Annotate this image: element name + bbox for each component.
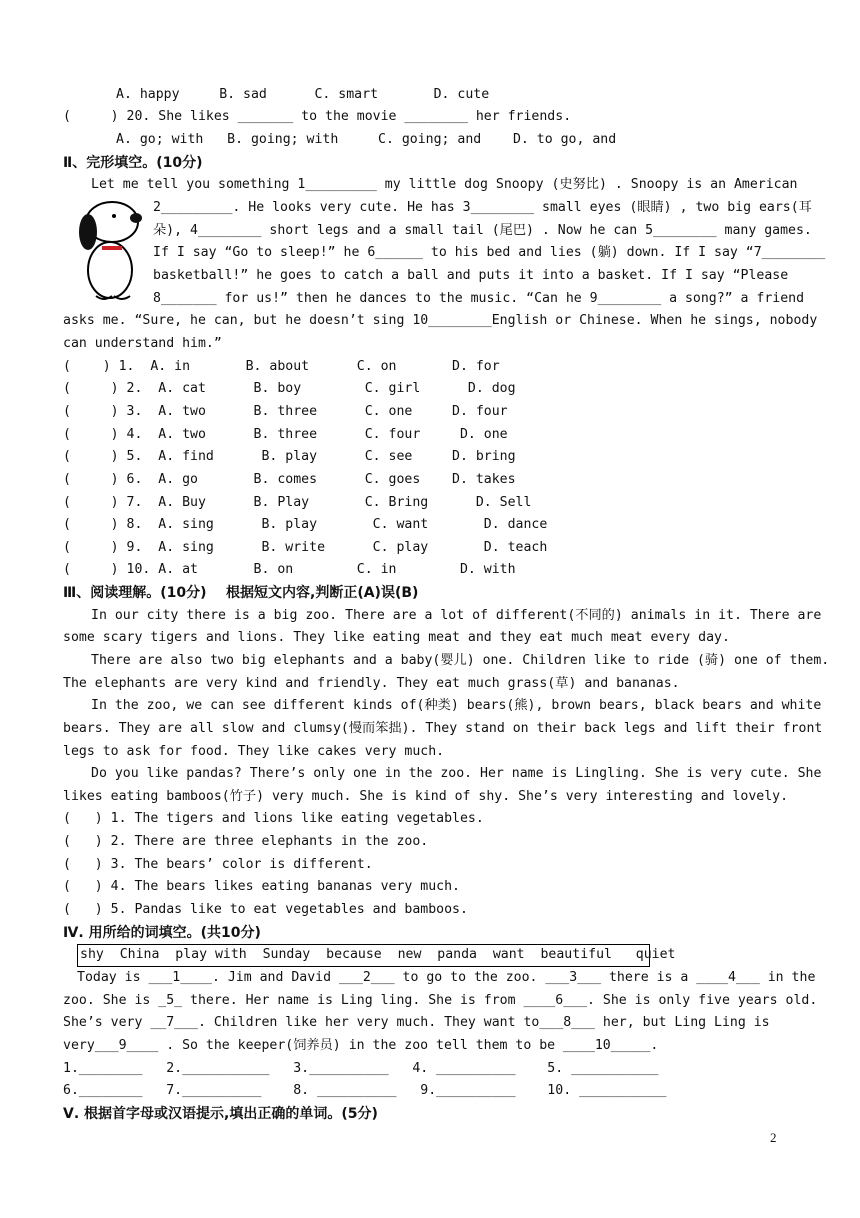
text-line: ( ) 2. A. cat B. boy C. girl D. dog [63,381,516,396]
text-line: A. go; with B. going; with C. going; and D. to go, and [116,132,617,147]
text-line: ( ) 3. A. two B. three C. one D. four [63,404,508,419]
snoopy-illustration [74,188,146,306]
text-line: ( ) 8. A. sing B. play C. want D. dance [63,517,548,532]
text-line: ( ) 4. The bears likes eating bananas very much. [63,879,460,894]
text-line: basketball!” he goes to catch a ball and puts it into a basket. If I say “Please [153,268,789,283]
text-line: ( ) 20. She likes _______ to the movie ________ her friends. [63,109,572,124]
text-line: A. happy B. sad C. smart D. cute [116,87,490,102]
text-line: can understand him.” [63,336,222,351]
page-number: 2 [770,1130,777,1145]
text-line: ( ) 6. A. go B. comes C. goes D. takes [63,472,516,487]
text-line: 1.________ 2.___________ 3.__________ 4. __________ 5. ___________ [63,1061,659,1076]
text-line: She’s very __7___. Children like her very much. They want to___8___ her, but Ling Ling is [63,1015,770,1030]
text-line: legs to ask for food. They like cakes very much. [63,744,445,759]
text-line: very___9____ . So the keeper(饲养员) in the zoo tell them to be ____10_____. [63,1038,659,1053]
text-line: some scary tigers and lions. They like eating meat and they eat much meat every day. [63,630,730,645]
text-line: Do you like pandas? There’s only one in the zoo. Her name is Lingling. She is very cute. She [91,766,822,781]
text-line: ( ) 1. The tigers and lions like eating vegetables. [63,811,484,826]
text-line: ( ) 3. The bears’ color is different. [63,857,373,872]
text-line: 朵), 4________ short legs and a small tail (尾巴) . Now he can 5________ many games. [153,223,812,238]
text-line: ( ) 7. A. Buy B. Play C. Bring D. Sell [63,495,532,510]
text-line: ( ) 5. A. find B. play C. see D. bring [63,449,516,464]
section-heading: Ⅲ、阅读理解。(10分) 根据短文内容,判断正(A)误(B) [63,585,419,601]
text-line: zoo. She is _5_ there. Her name is Ling ling. She is from ____6___. She is only five years old. [63,993,818,1008]
text-line: The elephants are very kind and friendly. They eat much grass(草) and bananas. [63,676,680,691]
text-line: ( ) 4. A. two B. three C. four D. one [63,427,508,442]
text-line: ( ) 1. A. in B. about C. on D. for [63,359,500,374]
text-line: ( ) 10. A. at B. on C. in D. with [63,562,516,577]
text-line: There are also two big elephants and a baby(婴儿) one. Children like to ride (骑) one of them. [91,653,830,668]
text-line: In the zoo, we can see different kinds of(种类) bears(熊), brown bears, black bears and white [91,698,822,713]
text-line: bears. They are all slow and clumsy(慢而笨拙). They stand on their back legs and lift their front [63,721,823,736]
text-line: likes eating bamboos(竹子) very much. She is kind of shy. She’s very interesting and lovely. [63,789,789,804]
text-line: 2_________. He looks very cute. He has 3________ small eyes (眼睛) , two big ears(耳 [153,200,812,215]
section-heading: Ⅱ、完形填空。(10分) [63,155,203,171]
text-line: asks me. “Sure, he can, but he doesn’t sing 10________English or Chinese. When he sings, nobody [63,313,818,328]
text-line: 8_______ for us!” then he dances to the music. “Can he 9________ a song?” a friend [153,291,805,306]
text-line: ( ) 9. A. sing B. write C. play D. teach [63,540,548,555]
text-line: shy China play with Sunday because new panda want beautiful quiet [80,947,676,962]
text-line: Today is ___1____. Jim and David ___2___ to go to the zoo. ___3___ there is a ____4___ in the [77,970,816,985]
text-line: If I say “Go to sleep!” he 6______ to his bed and lies (躺) down. If I say “7________ [153,245,826,260]
text-line: ( ) 5. Pandas like to eat vegetables and bamboos. [63,902,468,917]
text-line: ( ) 2. There are three elephants in the zoo. [63,834,429,849]
section-heading: Ⅴ. 根据首字母或汉语提示,填出正确的单词。(5分) [63,1106,378,1122]
section-heading: Ⅳ. 用所给的词填空。(共10分) [63,925,261,941]
text-line: Let me tell you something 1_________ my little dog Snoopy (史努比) . Snoopy is an American [91,177,798,192]
text-line: 6.________ 7.__________ 8. __________ 9.__________ 10. ___________ [63,1083,667,1098]
text-line: In our city there is a big zoo. There are a lot of different(不同的) animals in it. There are [91,608,822,623]
